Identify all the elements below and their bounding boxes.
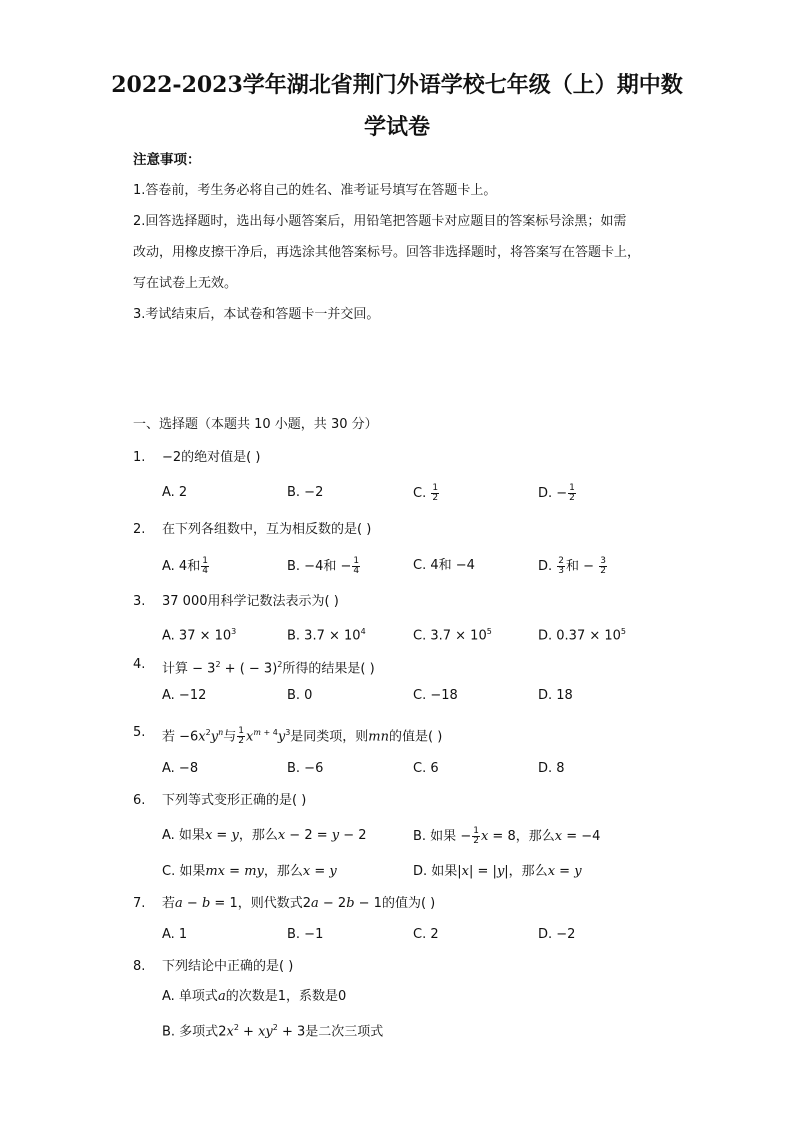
option-d: D. $0.37 \times 10^5$: [538, 627, 627, 644]
question-number: 7.: [133, 896, 146, 911]
question-text: −2的绝对值是( ): [162, 450, 261, 465]
option-b: B. $3.7 \times 10^4$: [287, 627, 366, 644]
option-b: B. −4和 − $\frac{1}{4}$: [287, 556, 360, 576]
option-c: C. $\frac{1}{2}$: [413, 483, 439, 503]
option-d: D. −2: [538, 927, 576, 942]
notice-item: 2.回答选择题时，选出每小题答案后，用铅笔把答题卡对应题目的答案标号涂黑；如需: [133, 214, 627, 229]
question-text: 在下列各组数中，互为相反数的是( ): [162, 522, 372, 537]
option-b: B. 如果 − $\frac{1}{2}$ x = 8，那么x = −4: [413, 826, 601, 846]
option-a: A. $37 \times 10^3$: [162, 627, 237, 644]
option-d: D. 8: [538, 761, 565, 776]
question-number: 6.: [133, 793, 146, 808]
option-d: D. − $\frac{1}{2}$: [538, 483, 575, 503]
option-a: A. 如果x = y，那么x − 2 = y − 2: [162, 828, 367, 843]
option-b: B. −6: [287, 761, 324, 776]
question-number: 5.: [133, 725, 146, 740]
page-title-line2: 学试卷: [363, 114, 430, 140]
option-b: B. −1: [287, 927, 324, 942]
notice-item: 1.答卷前，考生务必将自己的姓名、准考证号填写在答题卡上。: [133, 183, 497, 198]
notice-heading: 注意事项：: [133, 152, 201, 168]
section-heading: 一、选择题（本题共 10 小题，共 30 分）: [133, 417, 378, 432]
page-title-line1: 2022-2023学年湖北省荆门外语学校七年级（上）期中数: [111, 72, 683, 98]
question-text: 若a − b = 1，则代数式2a − 2b − 1的值为( ): [162, 896, 436, 911]
question-number: 4.: [133, 657, 146, 672]
option-a: A. −12: [162, 688, 207, 703]
option-b: B. −2: [287, 485, 324, 500]
option-c: C. 如果mx = my，那么x = y: [162, 864, 337, 879]
question-number: 8.: [133, 959, 146, 974]
option-c: C. 4和 −4: [413, 558, 475, 573]
question-text: 下列结论中正确的是( ): [162, 959, 294, 974]
option-a: A. 4和 $\frac{1}{4}$: [162, 556, 208, 576]
question-number: 1.: [133, 450, 146, 465]
option-c: C. 2: [413, 927, 439, 942]
option-c: C. −18: [413, 688, 458, 703]
question-text: 计算 − $3^2$ + ( − 3)$^2$所得的结果是( ): [162, 660, 375, 677]
question-text: 下列等式变形正确的是( ): [162, 793, 307, 808]
notice-item: 写在试卷上无效。: [133, 276, 238, 291]
option-a: A. 1: [162, 927, 188, 942]
option-d: D. $\frac{2}{3}$ 和 − $\frac{3}{2}$: [538, 556, 606, 576]
question-text: 若 $-6x^2y^n$与 $\frac{1}{2}$ $x^{m + 4}y^3$是同类项，则mn的值是( ): [162, 726, 443, 747]
notice-item: 3.考试结束后，本试卷和答题卡一并交回。: [133, 307, 380, 322]
notice-item: 改动，用橡皮擦干净后，再选涂其他答案标号。回答非选择题时，将答案写在答题卡上，: [133, 245, 641, 260]
option-d: D. 18: [538, 688, 573, 703]
option-d: D. 如果|x| = |y|，那么x = y: [413, 864, 582, 879]
question-number: 3.: [133, 594, 146, 609]
option-a: A. 2: [162, 485, 188, 500]
question-text: 37 000用科学记数法表示为( ): [162, 594, 339, 609]
question-number: 2.: [133, 522, 146, 537]
option-a: A. −8: [162, 761, 199, 776]
option-c: C. 6: [413, 761, 439, 776]
option-b: B. 多项式$2x^2 + xy^2 + 3$是二次三项式: [162, 1023, 384, 1040]
option-a: A. 单项式a的次数是1，系数是0: [162, 989, 347, 1004]
option-c: C. $3.7 \times 10^5$: [413, 627, 492, 644]
option-b: B. 0: [287, 688, 313, 703]
